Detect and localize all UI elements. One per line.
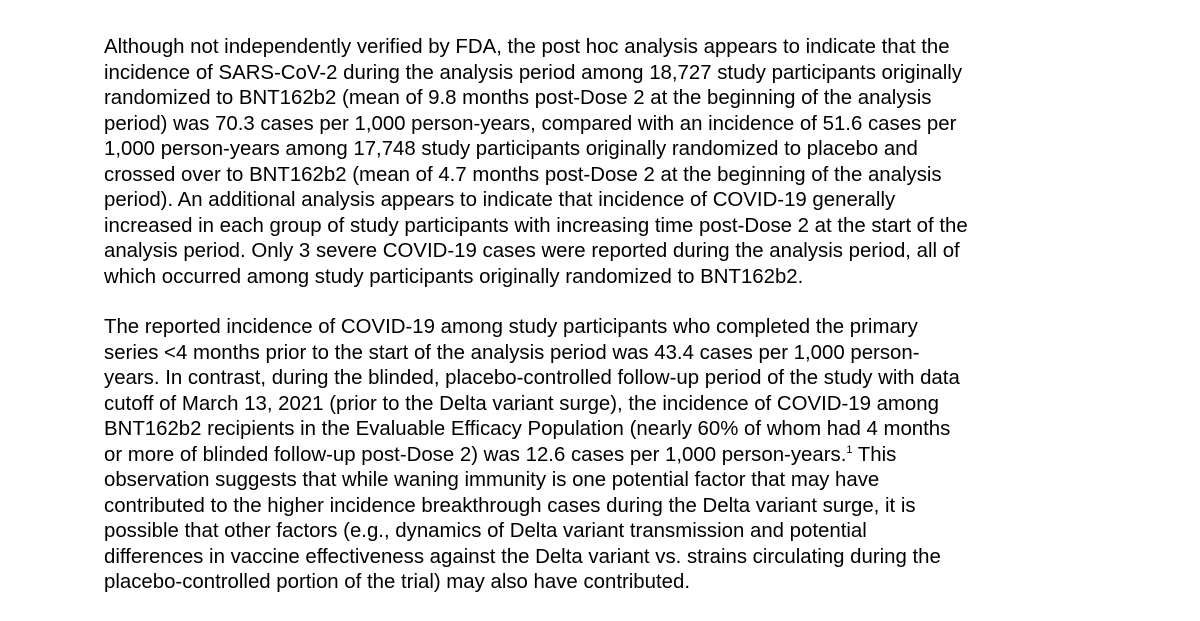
document-page xyxy=(104,35,1064,596)
paragraph-2-text-b: This observation suggests that while waning immunity is one potential factor that may have contributed to the higher incidence breakthrough cases during the Delta variant surge, it is possible that other factors (e.g., dynamics of Delta variant transmission and potential differences in vaccine effectiveness against the Delta variant vs. strains circulating during the placebo-controlled portion of the trial) may also have contributed. xyxy=(104,443,941,593)
paragraph-2-text-a: The reported incidence of COVID-19 among study participants who completed the primary series <4 months prior to the start of the analysis period was 43.4 cases per 1,000 person- years. In contrast, during the blinded, placebo-controlled follow-up period of the study with data cutoff of March 13, 2021 (prior to the Delta variant surge), the incidence of COVID-19 among BNT162b2 recipients in the Evaluable Efficacy Population (nearly 60% of whom had 4 months or more of blinded follow-up post-Dose 2) was 12.6 cases per 1,000 person-years. xyxy=(104,316,960,466)
footnote-reference: 1 xyxy=(846,443,853,456)
paragraph-1: Although not independently verified by FDA, the post hoc analysis appears to indicate that the incidence of SARS-CoV-2 during the analysis period among 18,727 study participants originally randomized to BNT162b2 (mean of 9.8 months post-Dose 2 at the beginning of the analysis period) was 70.3 cases per 1,000 person-years, compared with an incidence of 51.6 cases per 1,000 person-years among 17,748 study participants originally randomized to placebo and crossed over to BNT162b2 (mean of 4.7 months post-Dose 2 at the beginning of the analysis period). An additional analysis appears to indicate that incidence of COVID-19 generally increased in each group of study participants with increasing time post-Dose 2 at the start of the analysis period. Only 3 severe COVID-19 cases were reported during the analysis period, all of which occurred among study participants originally randomized to BNT162b2. xyxy=(104,36,968,288)
paragraph-2 xyxy=(104,315,1064,596)
